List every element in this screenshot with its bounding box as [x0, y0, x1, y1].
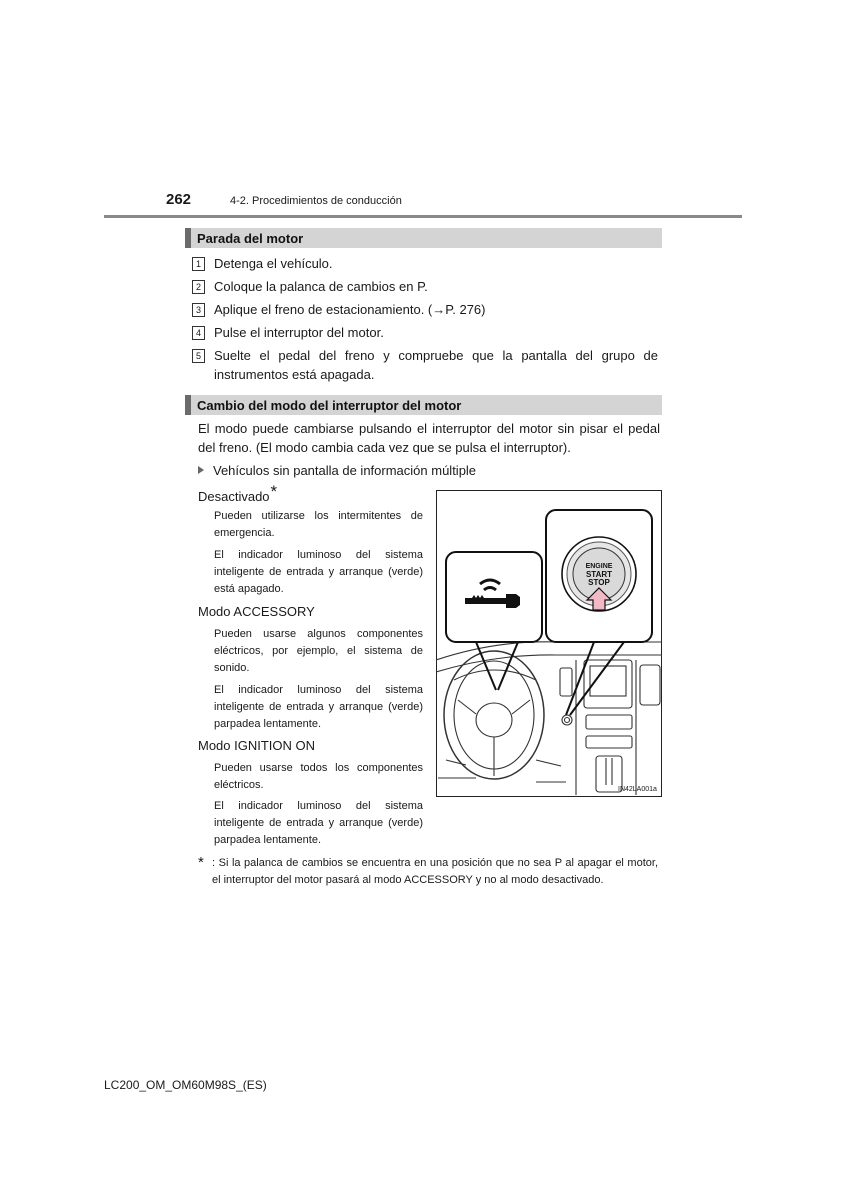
page-number: 262 — [166, 191, 192, 208]
header-rule — [104, 215, 742, 218]
footnote-marker: * — [270, 482, 278, 501]
section-header-parada — [185, 228, 662, 248]
mode-ignition-desc-2: El indicador luminoso del sistema inteligente de entrada y arranque (verde) parpadea lentamente. — [214, 800, 423, 846]
step-text: Coloque la palanca de cambios en P. — [214, 279, 428, 294]
mode-accessory-title: Modo ACCESSORY — [198, 604, 315, 619]
dashboard-drawing — [436, 490, 662, 797]
footnote-star: * — [198, 854, 204, 871]
vehicle-condition-text: Vehículos sin pantalla de información múltiple — [213, 463, 477, 478]
mode-off-title — [198, 482, 278, 506]
engine-switch-illustration — [436, 490, 662, 797]
button-text-stop: STOP — [588, 578, 610, 587]
intro-paragraph: El modo puede cambiarse pulsando el interruptor del motor sin pisar el pedal del freno. (El modo cambia cada vez que se pulsa el interruptor). — [198, 421, 660, 455]
step-number: 3 — [192, 303, 205, 317]
button-text-start: START — [585, 570, 613, 579]
step-text: Aplique el freno de estacionamiento. (→P. 276) — [214, 302, 486, 317]
section-header-cambio — [185, 395, 662, 415]
mode-ignition-desc-1: Pueden usarse todos los componentes eléctricos. — [214, 762, 423, 791]
mode-off-desc-2: El indicador luminoso del sistema inteligente de entrada y arranque (verde) está apagado. — [214, 549, 423, 595]
mode-off-desc-1: Pueden utilizarse los intermitentes de emergencia. — [214, 510, 423, 539]
section-marker — [185, 228, 191, 248]
step-number: 1 — [192, 257, 205, 271]
step-text: Detenga el vehículo. — [214, 256, 333, 271]
button-text-engine: ENGINE — [585, 563, 613, 570]
section-path: 4-2. Procedimientos de conducción — [230, 195, 402, 207]
vehicle-condition — [198, 463, 476, 478]
mode-off-label: Desactivado — [198, 489, 270, 504]
footnote-text: : Si la palanca de cambios se encuentra en una posición que no sea P al apagar el motor, el interruptor del motor pasará al modo ACCESSORY y no al modo desactivado. — [212, 857, 658, 886]
triangle-bullet-icon — [198, 466, 204, 474]
figure-caption: IN42LA001a — [618, 786, 657, 793]
section-marker — [185, 395, 191, 415]
step-number: 5 — [192, 349, 205, 363]
section-title: Cambio del modo del interruptor del motor — [197, 398, 462, 413]
step-text: Suelte el pedal del freno y compruebe que la pantalla del grupo de instrumentos está apagada. — [214, 348, 658, 382]
step-text: Pulse el interruptor del motor. — [214, 325, 384, 340]
mode-ignition-title: Modo IGNITION ON — [198, 738, 316, 753]
mode-accessory-desc-1: Pueden usarse algunos componentes eléctricos, por ejemplo, el sistema de sonido. — [214, 628, 423, 674]
step-number: 4 — [192, 326, 205, 340]
document-code: LC200_OM_OM60M98S_(ES) — [104, 1078, 267, 1092]
step-number: 2 — [192, 280, 205, 294]
mode-accessory-desc-2: El indicador luminoso del sistema inteligente de entrada y arranque (verde) parpadea lentamente. — [214, 684, 423, 730]
section-title: Parada del motor — [197, 231, 304, 246]
